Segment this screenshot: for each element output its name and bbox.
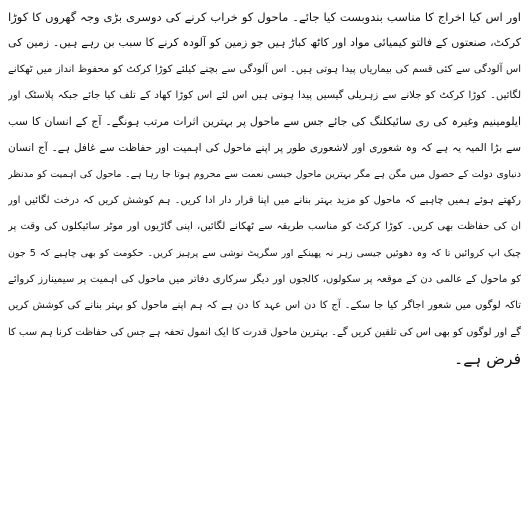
- text-line-last: فرض ہے۔: [454, 349, 521, 368]
- text-line: گے اور لوگوں کو بھی اس کی تلقین کریں گے۔ بہترین ماحول قدرت کا ایک انمول تحفہ ہے جس کی حفاظت کرنا ہم سب کا: [8, 326, 521, 338]
- text-line: ان کی حفاظت بھی کریں۔ کوڑا کرکٹ کو مناسب طریقہ سے ٹھکانے لگائیں، اپنی گاڑیوں اور موٹر سائیکلوں کی وقت پر: [8, 221, 521, 233]
- text-line: تاکہ لوگوں میں شعور اجاگر کیا جا سکے۔ آج کا دن اس عہد کا دن ہے کہ ہم اپنے ماحول کو بہتر بنانے کی کوشش کریں: [8, 300, 521, 312]
- text-line: سے بڑا المیہ یہ ہے کہ وہ شعوری اور لاشعوری طور پر اپنے ماحول کی اہمیت اور حفاظت سے غافل ہے۔ آج انسان: [8, 142, 521, 155]
- text-line: اور اس کیا اخراج کا مناسب بندوبست کیا جائے۔ ماحول کو خراب کرنے کی دوسری بڑی وجہ گھروں کا کوڑا: [8, 10, 521, 24]
- text-line: لگائیں۔ کوڑا کرکٹ کو جلانے سے زہریلی گیسیں پیدا ہوتی ہیں اس لئے اس کوڑا کھاد کے تلف کیا جائے جبکہ پلاسٹک اور: [8, 89, 521, 101]
- text-line: کو ماحول کے عالمی دن کے موقعہ پر سکولوں، کالجوں اور دیگر سرکاری دفاتر میں ماحول کی اہمیت پر سیمینارز کروائے: [8, 273, 521, 285]
- text-line: چیک اپ کروائیں تا کہ وہ دھوئیں جیسی زہر نہ پھینکے اور سگریٹ نوشی سے پرہیز کریں۔ حکومت کو بھی چاہیے کہ 5 جون: [8, 247, 521, 259]
- text-line: اس آلودگی سے کئی قسم کی بیماریاں پیدا ہوتی ہیں۔ اس آلودگی سے بچنے کیلئے کوڑا کرکٹ کو محفوظ انداز میں ٹھکانے: [8, 63, 521, 75]
- text-line: ایلومینیم وغیرہ کی ری سائیکلنگ کی جائے جس سے ماحول پر بہترین اثرات مرتب ہونگے۔ آج کے انسان کا سب: [8, 115, 521, 129]
- text-line: کرکٹ، صنعتوں کے فالتو کیمیائی مواد اور کاٹھ کباڑ ہیں جو زمین کو آلودہ کرنے کا سبب بن رہے ہیں۔ زمین کی: [8, 36, 521, 50]
- text-line: رکھتے ہوئے ہمیں چاہیے کہ ماحول کو مزید بہتر بنانے میں اپنا قرار دار ادا کریں۔ ہم کوشش کریں کہ درخت لگائیں اور: [8, 195, 521, 207]
- urdu-paragraph: [8, 4, 521, 372]
- text-line: دنیاوی دولت کے حصول میں مگن ہے مگر بہترین ماحول جیسی نعمت سے محروم ہوتا جا رہا ہے۔ ماحول کی اہمیت کو مدنظر: [8, 168, 521, 180]
